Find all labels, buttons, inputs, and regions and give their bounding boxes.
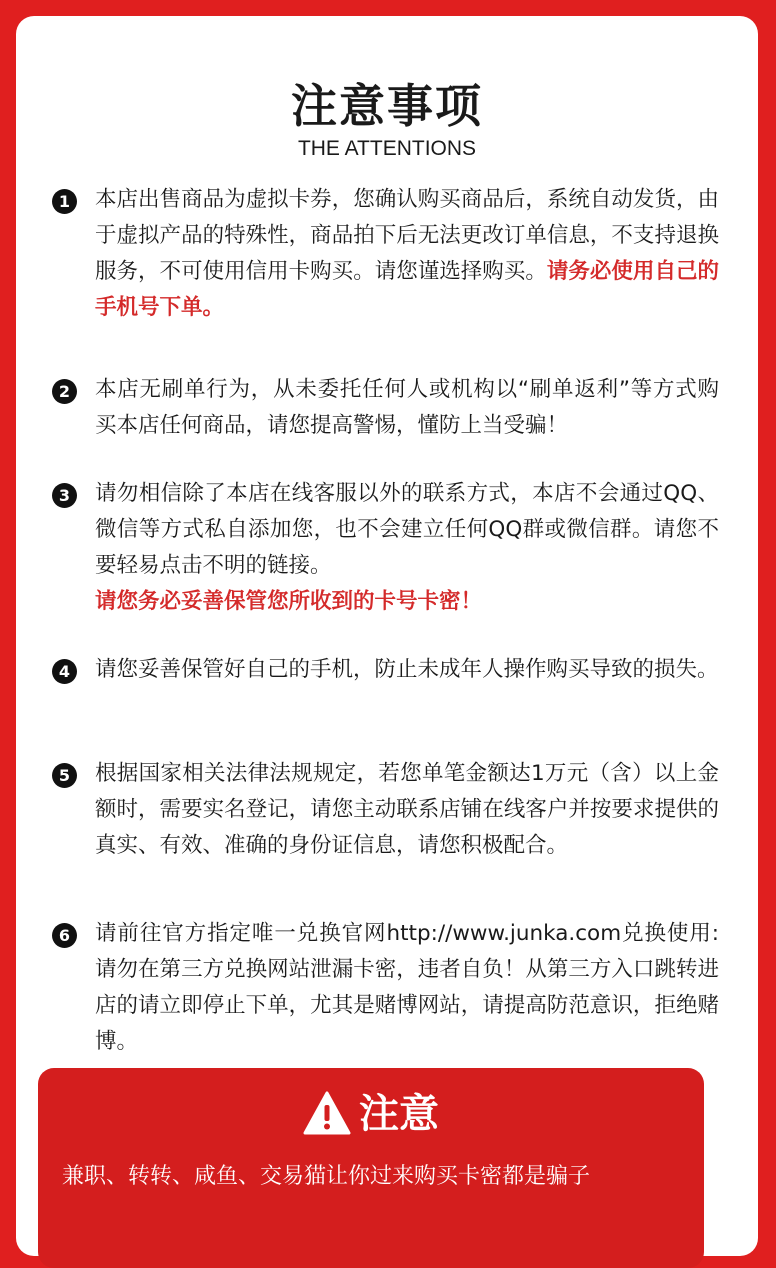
notice-title: 注意	[359, 1091, 439, 1137]
page-title: 注意事项	[291, 79, 483, 133]
notice-header	[38, 1086, 704, 1142]
attention-text: 本店无刷单行为，从未委托任何人或机构以“刷单返利”等方式购买本店任何商品，请您提高警惕，懂防上当受骗！	[95, 377, 719, 438]
attention-text-body: 请勿相信除了本店在线客服以外的联系方式，本店不会通过QQ、微信等方式私自添加您，也不会建立任何QQ群或微信群。请您不要轻易点击不明的链接。	[95, 481, 719, 578]
attention-text	[95, 476, 719, 620]
attention-text: 请前往官方指定唯一兑换官网http://www.junka.com兑换使用: 请勿在第三方兑换网站泄漏卡密，违者自负！从第三方入口跳转进店的请立即停止下单，尤其是赌博网站，请提高防范意识，拒绝赌博。	[95, 921, 719, 1054]
attention-item-4	[52, 652, 732, 688]
number-badge: 1	[52, 189, 77, 214]
attention-item-2	[52, 372, 732, 444]
attention-text	[95, 182, 719, 326]
attention-item-3	[52, 476, 732, 620]
warning-triangle-icon	[303, 1091, 351, 1135]
attention-text: 请您妥善保管好自己的手机，防止未成年人操作购买导致的损失。	[95, 657, 719, 682]
number-badge: 5	[52, 763, 77, 788]
page-subtitle: THE ATTENTIONS	[297, 137, 477, 160]
attention-item-6	[52, 916, 732, 1060]
attention-text: 根据国家相关法律法规规定，若您单笔金额达1万元（含）以上金额时，需要实名登记，请您主动联系店铺在线客户并按要求提供的真实、有效、准确的身份证信息，请您积极配合。	[95, 761, 719, 858]
attention-item-5	[52, 756, 732, 864]
number-badge: 6	[52, 923, 77, 948]
number-badge: 4	[52, 659, 77, 684]
number-badge: 3	[52, 483, 77, 508]
attention-item-1	[52, 182, 732, 326]
number-badge: 2	[52, 379, 77, 404]
notice-banner	[38, 1068, 704, 1268]
notice-text: 兼职、转转、咸鱼、交易猫让你过来购买卡密都是骗子	[62, 1164, 591, 1189]
attention-highlight: 请务必使用自己的手机号下单。	[95, 259, 719, 320]
attention-text-body: 本店出售商品为虚拟卡券，您确认购买商品后，系统自动发货，由于虚拟产品的特殊性，商品拍下后无法更改订单信息，不支持退换服务，不可使用信用卡购买。请您谨选择购买。	[95, 187, 719, 284]
attention-highlight: 请您务必妥善保管您所收到的卡号卡密！	[95, 589, 483, 614]
